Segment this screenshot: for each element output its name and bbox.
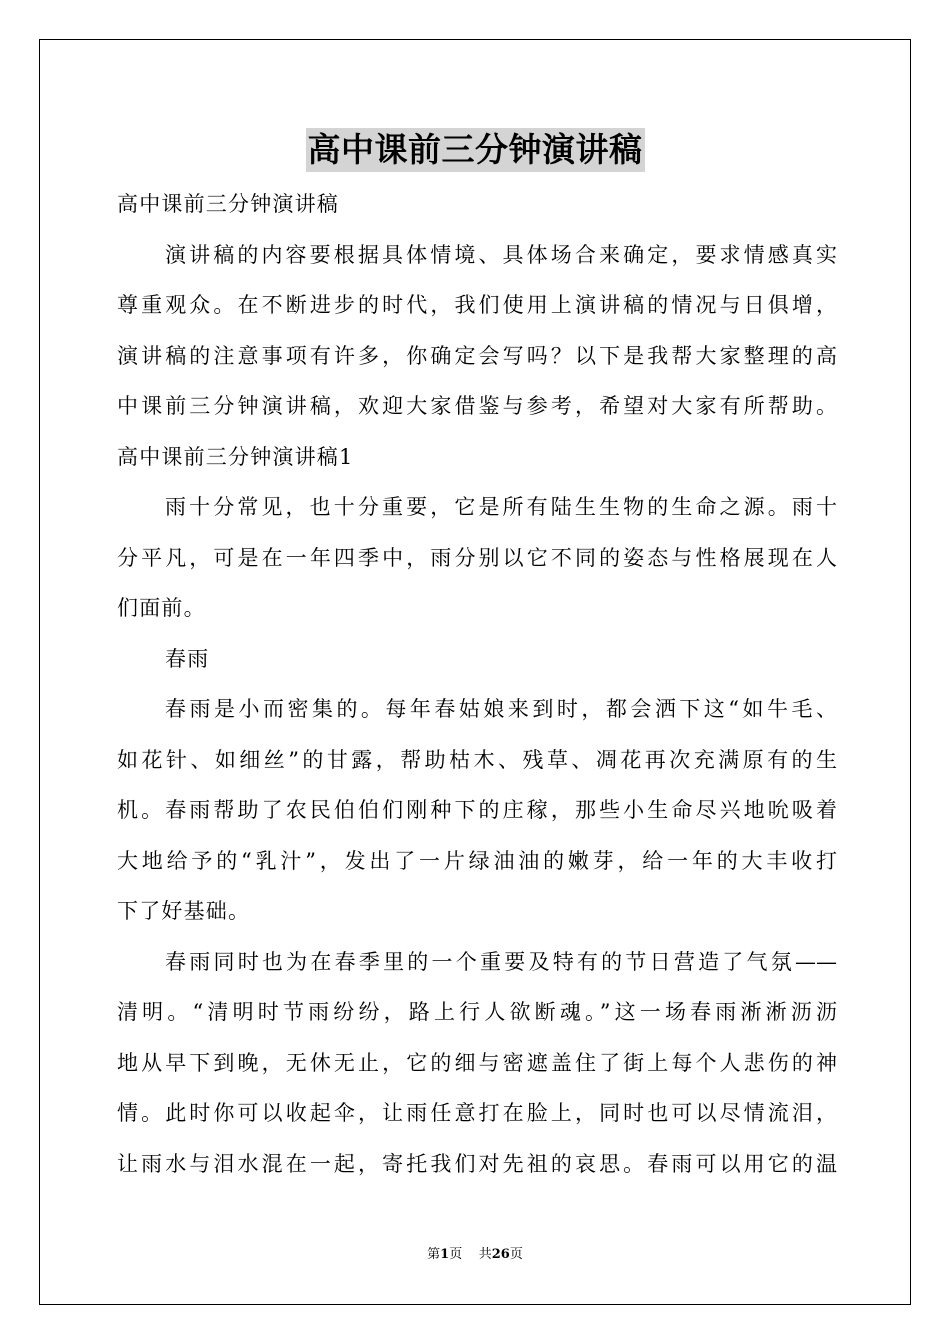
- body-line: 情。此时你可以收起伞，让雨任意打在脸上，同时也可以尽情流泪，: [117, 1101, 837, 1125]
- body-line: 如花针、如细丝”的甘露，帮助枯木、残草、凋花再次充满原有的生: [117, 747, 837, 772]
- footer-total-prefix: 共: [478, 1247, 492, 1262]
- body-line: 演讲稿的内容要根据具体情境、具体场合来确定，要求情感真实: [165, 242, 837, 267]
- body-line: 雨十分常见，也十分重要，它是所有陆生生物的生命之源。雨十: [165, 495, 837, 519]
- footer-page-prefix: 第: [427, 1247, 441, 1262]
- footer-total-suffix: 页: [509, 1247, 523, 1262]
- body-line: 下了好基础。: [117, 899, 251, 923]
- body-line: 分平凡，可是在一年四季中，雨分别以它不同的姿态与性格展现在人: [117, 545, 837, 570]
- body-line: 机。春雨帮助了农民伯伯们刚种下的庄稼，那些小生命尽兴地吮吸着: [117, 798, 837, 822]
- section-heading: 高中课前三分钟演讲稿1: [117, 444, 354, 469]
- title-area: [0, 128, 950, 172]
- body-line: 尊重观众。在不断进步的时代，我们使用上演讲稿的情况与日俱增，: [117, 293, 837, 317]
- body-line: 让雨水与泪水混在一起，寄托我们对先祖的哀思。春雨可以用它的温: [117, 1151, 837, 1176]
- page-footer: [0, 1246, 950, 1264]
- footer-total-pages: 26: [491, 1247, 510, 1262]
- body-line-subtitle: 高中课前三分钟演讲稿: [117, 192, 339, 216]
- body-line: 演讲稿的注意事项有许多，你确定会写吗？以下是我帮大家整理的高: [117, 343, 837, 368]
- document-title: 高中课前三分钟演讲稿: [306, 128, 645, 172]
- body-line: 地从早下到晚，无休无止，它的细与密遮盖住了街上每个人悲伤的神: [117, 1050, 837, 1075]
- document-body: [117, 179, 837, 1189]
- body-line: 们面前。: [117, 596, 206, 620]
- body-line: 春雨同时也为在春季里的一个重要及特有的节日营造了气氛——: [165, 949, 837, 974]
- body-line: 中课前三分钟演讲稿，欢迎大家借鉴与参考，希望对大家有所帮助。: [117, 394, 837, 418]
- subheading-spring-rain: 春雨: [165, 646, 210, 671]
- footer-page-suffix: 页: [449, 1247, 463, 1262]
- body-line: 清明。“清明时节雨纷纷，路上行人欲断魂。”这一场春雨淅淅沥沥: [117, 1000, 837, 1024]
- body-line: 春雨是小而密集的。每年春姑娘来到时，都会洒下这“如牛毛、: [165, 697, 837, 721]
- footer-page-number: 1: [440, 1247, 450, 1262]
- body-line: 大地给予的“乳汁”，发出了一片绿油油的嫩芽，给一年的大丰收打: [117, 848, 837, 873]
